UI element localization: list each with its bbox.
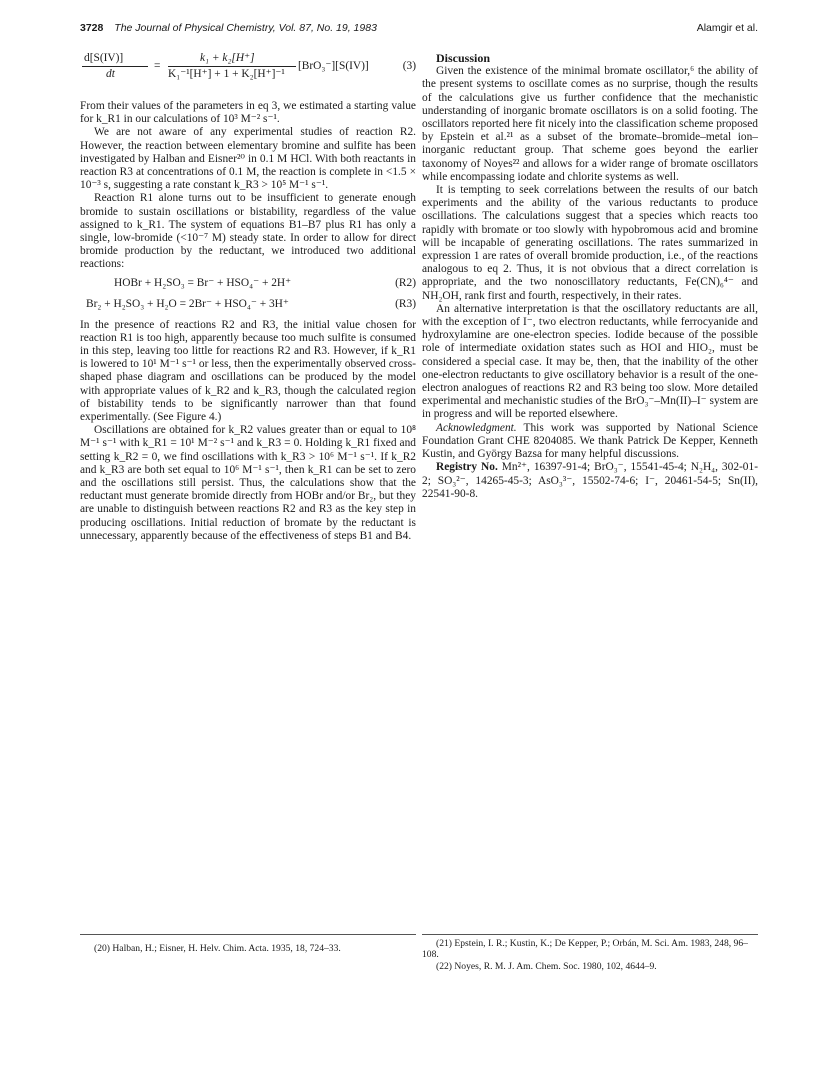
reaction-r3-equation: Br₂ + H₂SO₃ + H₂O = 2Br⁻ + HSO₄⁻ + 3H⁺ (86, 297, 289, 310)
paragraph: From their values of the parameters in eq 3, we estimated a starting value for k_R1 in our calculations of 10³ M⁻² s⁻¹. (80, 100, 416, 126)
eq3-lhs-denominator: dt (106, 68, 115, 80)
right-column (422, 52, 758, 501)
paragraph: Reaction R1 alone turns out to be insufficient to generate enough bromide to sustain oscillations or bistability, regardless of the value assigned to k_R1. The system of equations B1–B7 plus R1 has only a single, low-bromide (<10⁻⁷ M) steady state. In order to allow for direct bromide production by the reductant, we introduced two additional reactions: (80, 192, 416, 271)
left-column (80, 52, 416, 543)
footnotes-right (422, 938, 758, 972)
running-authors: Alamgir et al. (696, 22, 758, 34)
footnote-20: (20) Halban, H.; Eisner, H. Helv. Chim. Acta. 1935, 18, 724–33. (94, 943, 341, 954)
paragraph: Given the existence of the minimal bromate oscillator,⁶ the ability of the present systems to oscillate comes as no surprise, though the results of the calculations give us further confidence that the mechanistic understanding of inorganic bromate oscillators is on a solid footing. The oscillators reported here fit nicely into the classification scheme proposed by Epstein et al.²¹ as a subset of the bromate–bromide–metal ion–inorganic reductant group. That scheme goes beyond the earlier taxonomy of Noyes²² and allows for a wider range of bromate oscillators while encompassing iodate and chlorite systems as well. (422, 65, 758, 183)
registry-numbers (422, 461, 758, 501)
section-heading-discussion: Discussion (436, 51, 491, 65)
equation-3 (80, 52, 416, 94)
journal-citation: The Journal of Physical Chemistry, Vol. 87, No. 19, 1983 (114, 22, 377, 34)
acknowledgment-label: Acknowledgment. (436, 421, 517, 434)
paragraph: We are not aware of any experimental studies of reaction R2. However, the reaction between elementary bromine and sulfite has been investigated by Halban and Eisner²⁰ in 0.1 M HCl. With both reactants in reaction R3 at concentrations of 0.1 M, the reaction is complete in <1.5 × 10⁻³ s, suggesting a rate constant k_R3 > 10⁵ M⁻¹ s⁻¹. (80, 126, 416, 192)
reaction-r3 (80, 298, 416, 314)
registry-label: Registry No. (436, 461, 498, 474)
eq3-label: (3) (402, 60, 416, 72)
eq3-lhs-fraction-bar (82, 66, 148, 67)
eq3-rhs-tail: [BrO₃⁻][S(IV)] (298, 60, 369, 72)
eq3-rhs-denominator: K₁⁻¹[H⁺] + 1 + K₂[H⁺]⁻¹ (168, 68, 285, 80)
paragraph: It is tempting to seek correlations between the results of our batch experiments and the ability of the various reductants to produce oscillations. The calculations suggest that a species which reacts too rapidly with bromate or too slowly with hypobromous acid and bromine will be incapable of generating oscillations. The rates summarized in expression 1 are rates of overall bromide production, i.e., of the reactions analogous to eq 2. Thus, it is not obvious that a direct correlation is appropriate, and the two nonoscillatory reductants, Fe(CN)₆⁴⁻ and NH₂OH, rank first and fourth, respectively, in their rates. (422, 184, 758, 302)
reaction-r3-label: (R3) (395, 297, 416, 310)
registry-text: Mn²⁺, 16397-91-4; BrO₃⁻, 15541-45-4; N₂H₄, 302-01-2; SO₃²⁻, 14265-45-3; AsO₃³⁻, 15502-74-6; I⁻, 20461-54-5; Sn(II), 22541-90-8. (422, 461, 758, 500)
footnote-rule-left (80, 934, 416, 935)
eq3-equals: = (154, 60, 161, 72)
reaction-r2-label: (R2) (395, 276, 416, 289)
eq3-rhs-numerator: k₁ + k₂[H⁺] (200, 52, 255, 64)
footnotes-left (94, 943, 414, 954)
eq3-rhs-fraction-bar (168, 66, 296, 67)
footnote-rule-right (422, 934, 758, 935)
paragraph: Oscillations are obtained for k_R2 values greater than or equal to 10⁸ M⁻¹ s⁻¹ with k_R1 = 10¹ M⁻² s⁻¹ and k_R3 = 0. Holding k_R1 fixed and setting k_R2 = 0, we find oscillations with k_R3 > 10⁶ M⁻¹ s⁻¹. If k_R2 and k_R3 are both set equal to 10⁶ M⁻¹ s⁻¹, then k_R1 can be set to zero and the oscillations still persist. Thus, the calculations show that the reductant must generate bromide directly from HOBr and/or Br₂, but they are unable to distinguish between reactions R2 and R3 as the key step in producing oscillations. Initial reduction of bromate by the reductant is unnecessary, apparently because of the effectiveness of steps B1 and B4. (80, 424, 416, 542)
reaction-r2-equation: HOBr + H₂SO₃ = Br⁻ + HSO₄⁻ + 2H⁺ (114, 276, 292, 289)
running-header (80, 22, 758, 38)
reaction-r2 (80, 277, 416, 293)
footnote-22: (22) Noyes, R. M. J. Am. Chem. Soc. 1980, 102, 4644–9. (436, 960, 657, 972)
acknowledgment-text: This work was supported by National Science Foundation Grant CHE 8204085. We thank Patrick De Kepper, Kenneth Kustin, and György Bazsa for many helpful discussions. (422, 421, 758, 461)
eq3-lhs-numerator: d[S(IV)] (84, 52, 124, 64)
paragraph: In the presence of reactions R2 and R3, the initial value chosen for reaction R1 is too high, apparently because too much sulfite is consumed in this step, leaving too little for reactions R2 and R3. However, if k_R1 is lowered to 10¹ M⁻¹ s⁻¹ or less, then the experimentally observed cross-shaped phase diagram and oscillations can be produced by the model with appropriate values of k_R2 and k_R3, though the calculated region of bistability tends to be significantly narrower than that found experimentally. (See Figure 4.) (80, 318, 416, 424)
page-number: 3728 (80, 22, 104, 34)
acknowledgment (422, 422, 758, 462)
paragraph: An alternative interpretation is that the oscillatory reductants are all, with the exception of I⁻, two electron reductants, while ferrocyanide and hydroxylamine are one-electron species. Iodide because of the possible role of intermediate oxidation states such as HOI and HIO₂, must be considered a special case. It may be, then, that the inability of the other one-electron reductants to give oscillatory behavior is a result of the one-electron analogues of reactions R2 and R3 being too slow. More detailed experimental and mechanistic studies of the BrO₃⁻–Mn(II)–I⁻ system are in progress and will be reported elsewhere. (422, 302, 758, 421)
footnote-21: (21) Epstein, I. R.; Kustin, K.; De Kepper, P.; Orbán, M. Sci. Am. 1983, 248, 96–108. (422, 938, 748, 961)
